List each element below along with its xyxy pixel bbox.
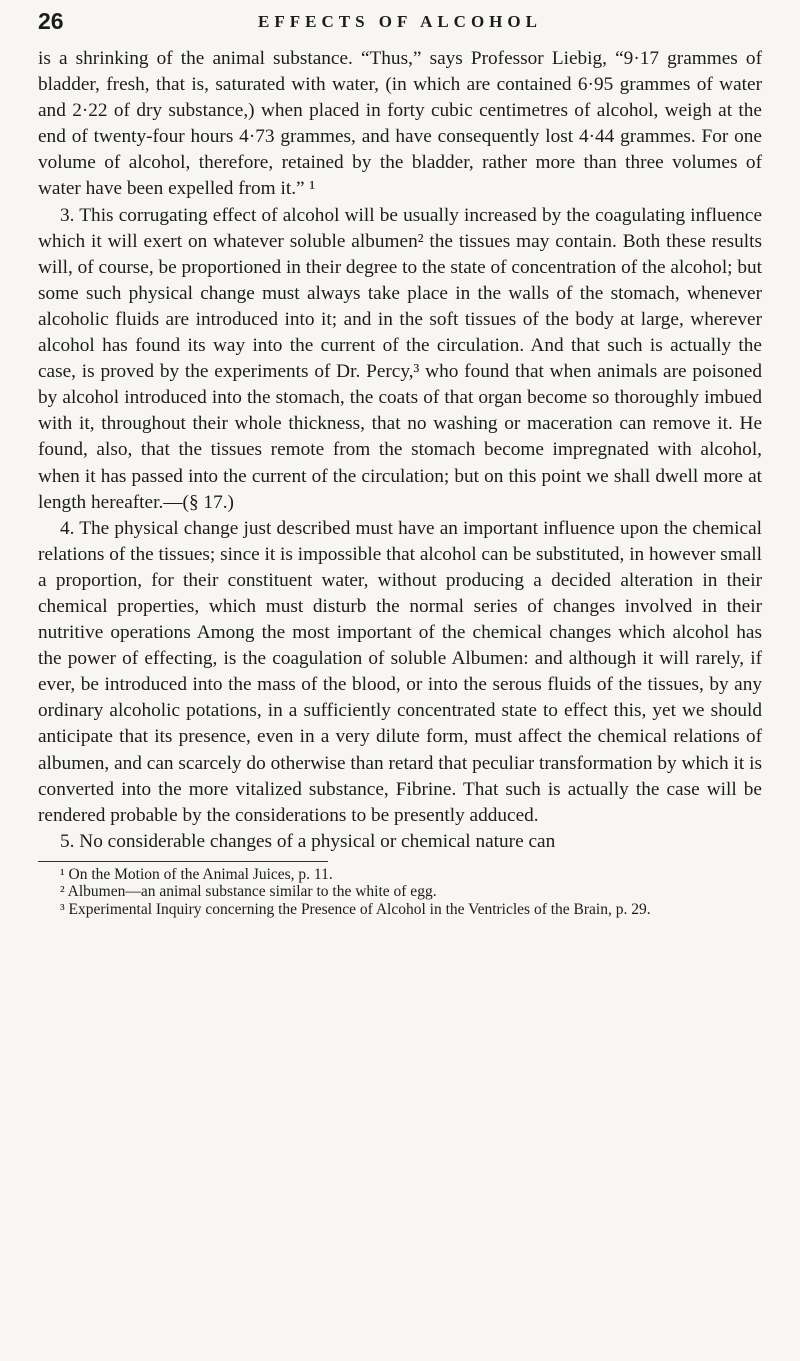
footnote-1: ¹ On the Motion of the Animal Juices, p. 11. — [60, 865, 333, 883]
paragraph-4: 4. The physical change just described must have an important influence upon the chemical relations of the tissues; since it is impossible that alcohol can be substituted, in however small a proportion, for their constituent water, without producing a decided alteration in their chemical properties, which must disturb the normal series of changes involved in their nutritive operations Among the most important of the chemical changes which alcohol has the power of effecting, is the coagulation of soluble Albumen: and although it will rarely, if ever, be introduced into the mass of the blood, or into the serous fluids of the tissues, by any ordinary alcoholic potations, in a sufficiently concentrated state to effect this, yet we should anticipate that its presence, even in a very dilute form, must affect the chemical relations of albumen, and can scarcely do otherwise than retard that peculiar transformation by which it is converted into the more vitalized substance, Fibrine. That such is actually the case will be rendered probable by the considerations to be presently adduced. — [38, 517, 762, 826]
footnotes — [38, 866, 762, 919]
paragraph-3: 3. This corrugating effect of alcohol will be usually increased by the coagulating influence which it will exert on whatever soluble albumen² the tissues may contain. Both these results will, of course, be proportioned in their degree to the state of concentration of the alcohol; but some such physical change must always take place in the walls of the stomach, whenever alcoholic fluids are introduced into it; and in the soft tissues of the body at large, wherever alcohol has found its way into the current of the circulation. And that such is actually the case, is proved by the experiments of Dr. Percy,³ who found that when animals are poisoned by alcohol introduced into the stomach, the coats of that organ become so thoroughly imbued with it, throughout their whole thickness, that no washing or maceration can remove it. He found, also, that the tissues remote from the stomach become impregnated with alcohol, when it has passed into the current of the circulation; but on this point we shall dwell more at length hereafter.—(§ 17.) — [38, 204, 762, 513]
page-header — [38, 8, 762, 46]
footnote-2: ² Albumen—an animal substance similar to the white of egg. — [60, 883, 437, 901]
footnote-divider — [38, 861, 328, 862]
footnote-3: ³ Experimental Inquiry concerning the Presence of Alcohol in the Ventricles of the Brain, p. 29. — [60, 900, 651, 918]
paragraph-continuation: is a shrinking of the animal substance. “Thus,” says Professor Liebig, “9·17 grammes of bladder, fresh, that is, saturated with water, (in which are contained 6·95 grammes of water and 2·22 of dry substance,) when placed in forty cubic centimetres of alcohol, weigh at the end of twenty-four hours 4·73 grammes, and have consequently lost 4·44 grammes. For one volume of alcohol, therefore, retained by the bladder, rather more than three volumes of water have been expelled from it.” ¹ — [38, 48, 762, 200]
paragraph-5: 5. No considerable changes of a physical or chemical nature can — [60, 830, 556, 852]
body-text — [38, 46, 762, 855]
page-number: 26 — [38, 8, 64, 34]
running-title: EFFECTS OF ALCOHOL — [258, 12, 542, 31]
